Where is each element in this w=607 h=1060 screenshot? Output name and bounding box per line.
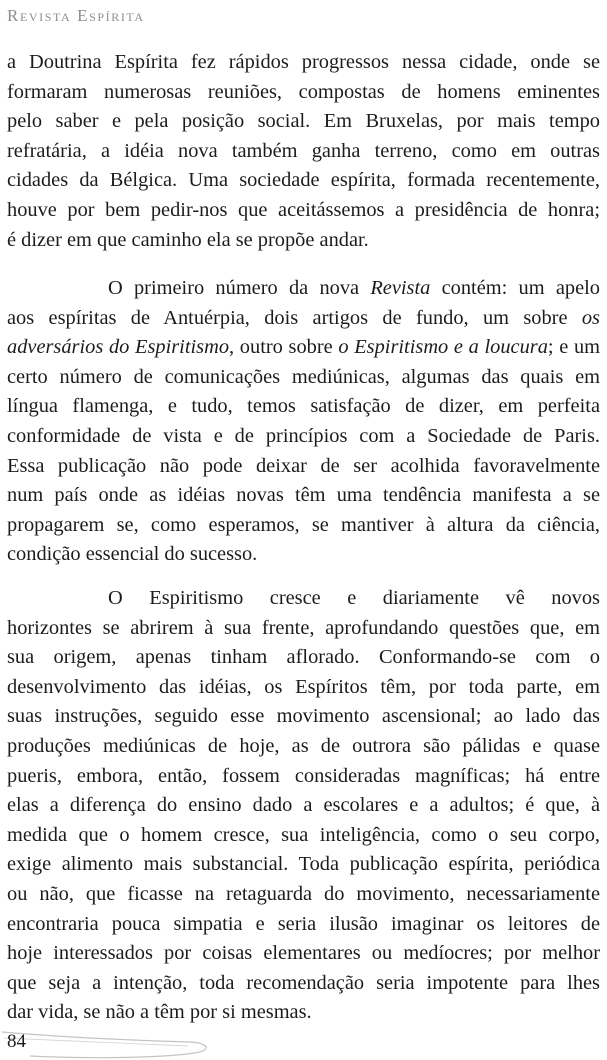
text-line: houve por bem pedir-nos que aceitássemos a presidência de honra; xyxy=(7,198,600,221)
text-line: desenvolvimento das idéias, os Espíritos têm, por toda parte, em xyxy=(7,675,600,698)
text-line: horizontes se abrirem à sua frente, aprofundando questões que, em xyxy=(7,616,600,639)
decorative-swoosh xyxy=(0,1018,215,1060)
text-line: Essa publicação não pode deixar de ser acolhida favoravelmente xyxy=(7,454,600,477)
text-line: ou não, que ficasse na retaguarda do movimento, necessariamente xyxy=(7,882,600,905)
text-line: hoje interessados por coisas elementares ou medíocres; por melhor xyxy=(7,942,600,965)
text-line: pelo saber e pela posição social. Em Bruxelas, por mais tempo xyxy=(7,110,600,133)
text-run: ; e um xyxy=(547,336,600,359)
text-line: formaram numerosas reuniões, compostas de homens eminentes xyxy=(7,80,600,103)
text-line: O Espiritismo cresce e diariamente vê novos xyxy=(108,587,600,609)
text-line: dar vida, se não a têm por si mesmas. xyxy=(7,1001,312,1024)
text-line: a Doutrina Espírita fez rápidos progressos nessa cidade, onde se xyxy=(7,51,600,73)
text-line: elas a diferença do ensino dado a escolares e a adultos; é que, à xyxy=(7,794,600,817)
text-line: suas instruções, seguido esse movimento ascensional; ao lado das xyxy=(7,705,600,728)
text-run: contém: um apelo xyxy=(430,277,600,299)
text-line: certo número de comunicações mediúnicas, algumas das quais em xyxy=(7,365,600,388)
paragraph-3 xyxy=(7,584,600,1028)
text-run: aos espíritas de Antuérpia, dois artigos de fundo, um sobre xyxy=(7,306,582,329)
running-header: Revista Espírita xyxy=(7,6,145,25)
page-number: 84 xyxy=(7,1031,26,1052)
text-line: é dizer em que caminho ela se propõe andar. xyxy=(7,228,369,251)
text-line: medida que o homem cresce, sua inteligência, como o seu corpo, xyxy=(7,823,600,846)
text-line: pueris, embora, então, fossem consideradas magníficas; há entre xyxy=(7,764,600,787)
text-line: produções mediúnicas de hoje, as de outrora são pálidas e quase xyxy=(7,734,600,757)
text-line: conformidade de vista e de princípios com a Sociedade de Paris. xyxy=(7,424,600,447)
text-line: cidades da Bélgica. Uma sociedade espírita, formada recentemente, xyxy=(7,169,600,192)
text-line: exige alimento mais substancial. Toda publicação espírita, periódica xyxy=(7,853,600,876)
text-line: que seja a intenção, toda recomendação seria impotente para lhes xyxy=(7,971,600,994)
text-run: , outro sobre xyxy=(229,336,339,359)
text-run: O primeiro número da nova xyxy=(108,277,371,299)
italic-title: Revista xyxy=(370,277,431,299)
text-line: refratária, a idéia nova também ganha terreno, como em outras xyxy=(7,139,600,162)
text-line: língua flamenga, e tudo, temos satisfação de dizer, em perfeita xyxy=(7,395,600,418)
text-line: propagarem se, como esperamos, se mantiver à altura da ciência, xyxy=(7,513,600,536)
italic-text: adversários do Espiritismo xyxy=(7,336,230,359)
text-line: encontraria pouca simpatia e seria ilusão imaginar os leitores de xyxy=(7,912,600,935)
italic-text: o Espiritismo e a loucura xyxy=(338,336,548,359)
text-line xyxy=(7,333,600,363)
paragraph-2 xyxy=(7,274,600,570)
italic-text: os xyxy=(581,306,600,329)
text-line: sua origem, apenas tinham aflorado. Conformando-se com o xyxy=(7,646,600,669)
text-line xyxy=(7,304,600,334)
text-line xyxy=(7,274,600,304)
paragraph-1 xyxy=(7,48,600,255)
text-line: condição essencial do sucesso. xyxy=(7,543,258,566)
text-line: num país onde as idéias novas têm uma tendência manifesta a se xyxy=(7,484,600,507)
